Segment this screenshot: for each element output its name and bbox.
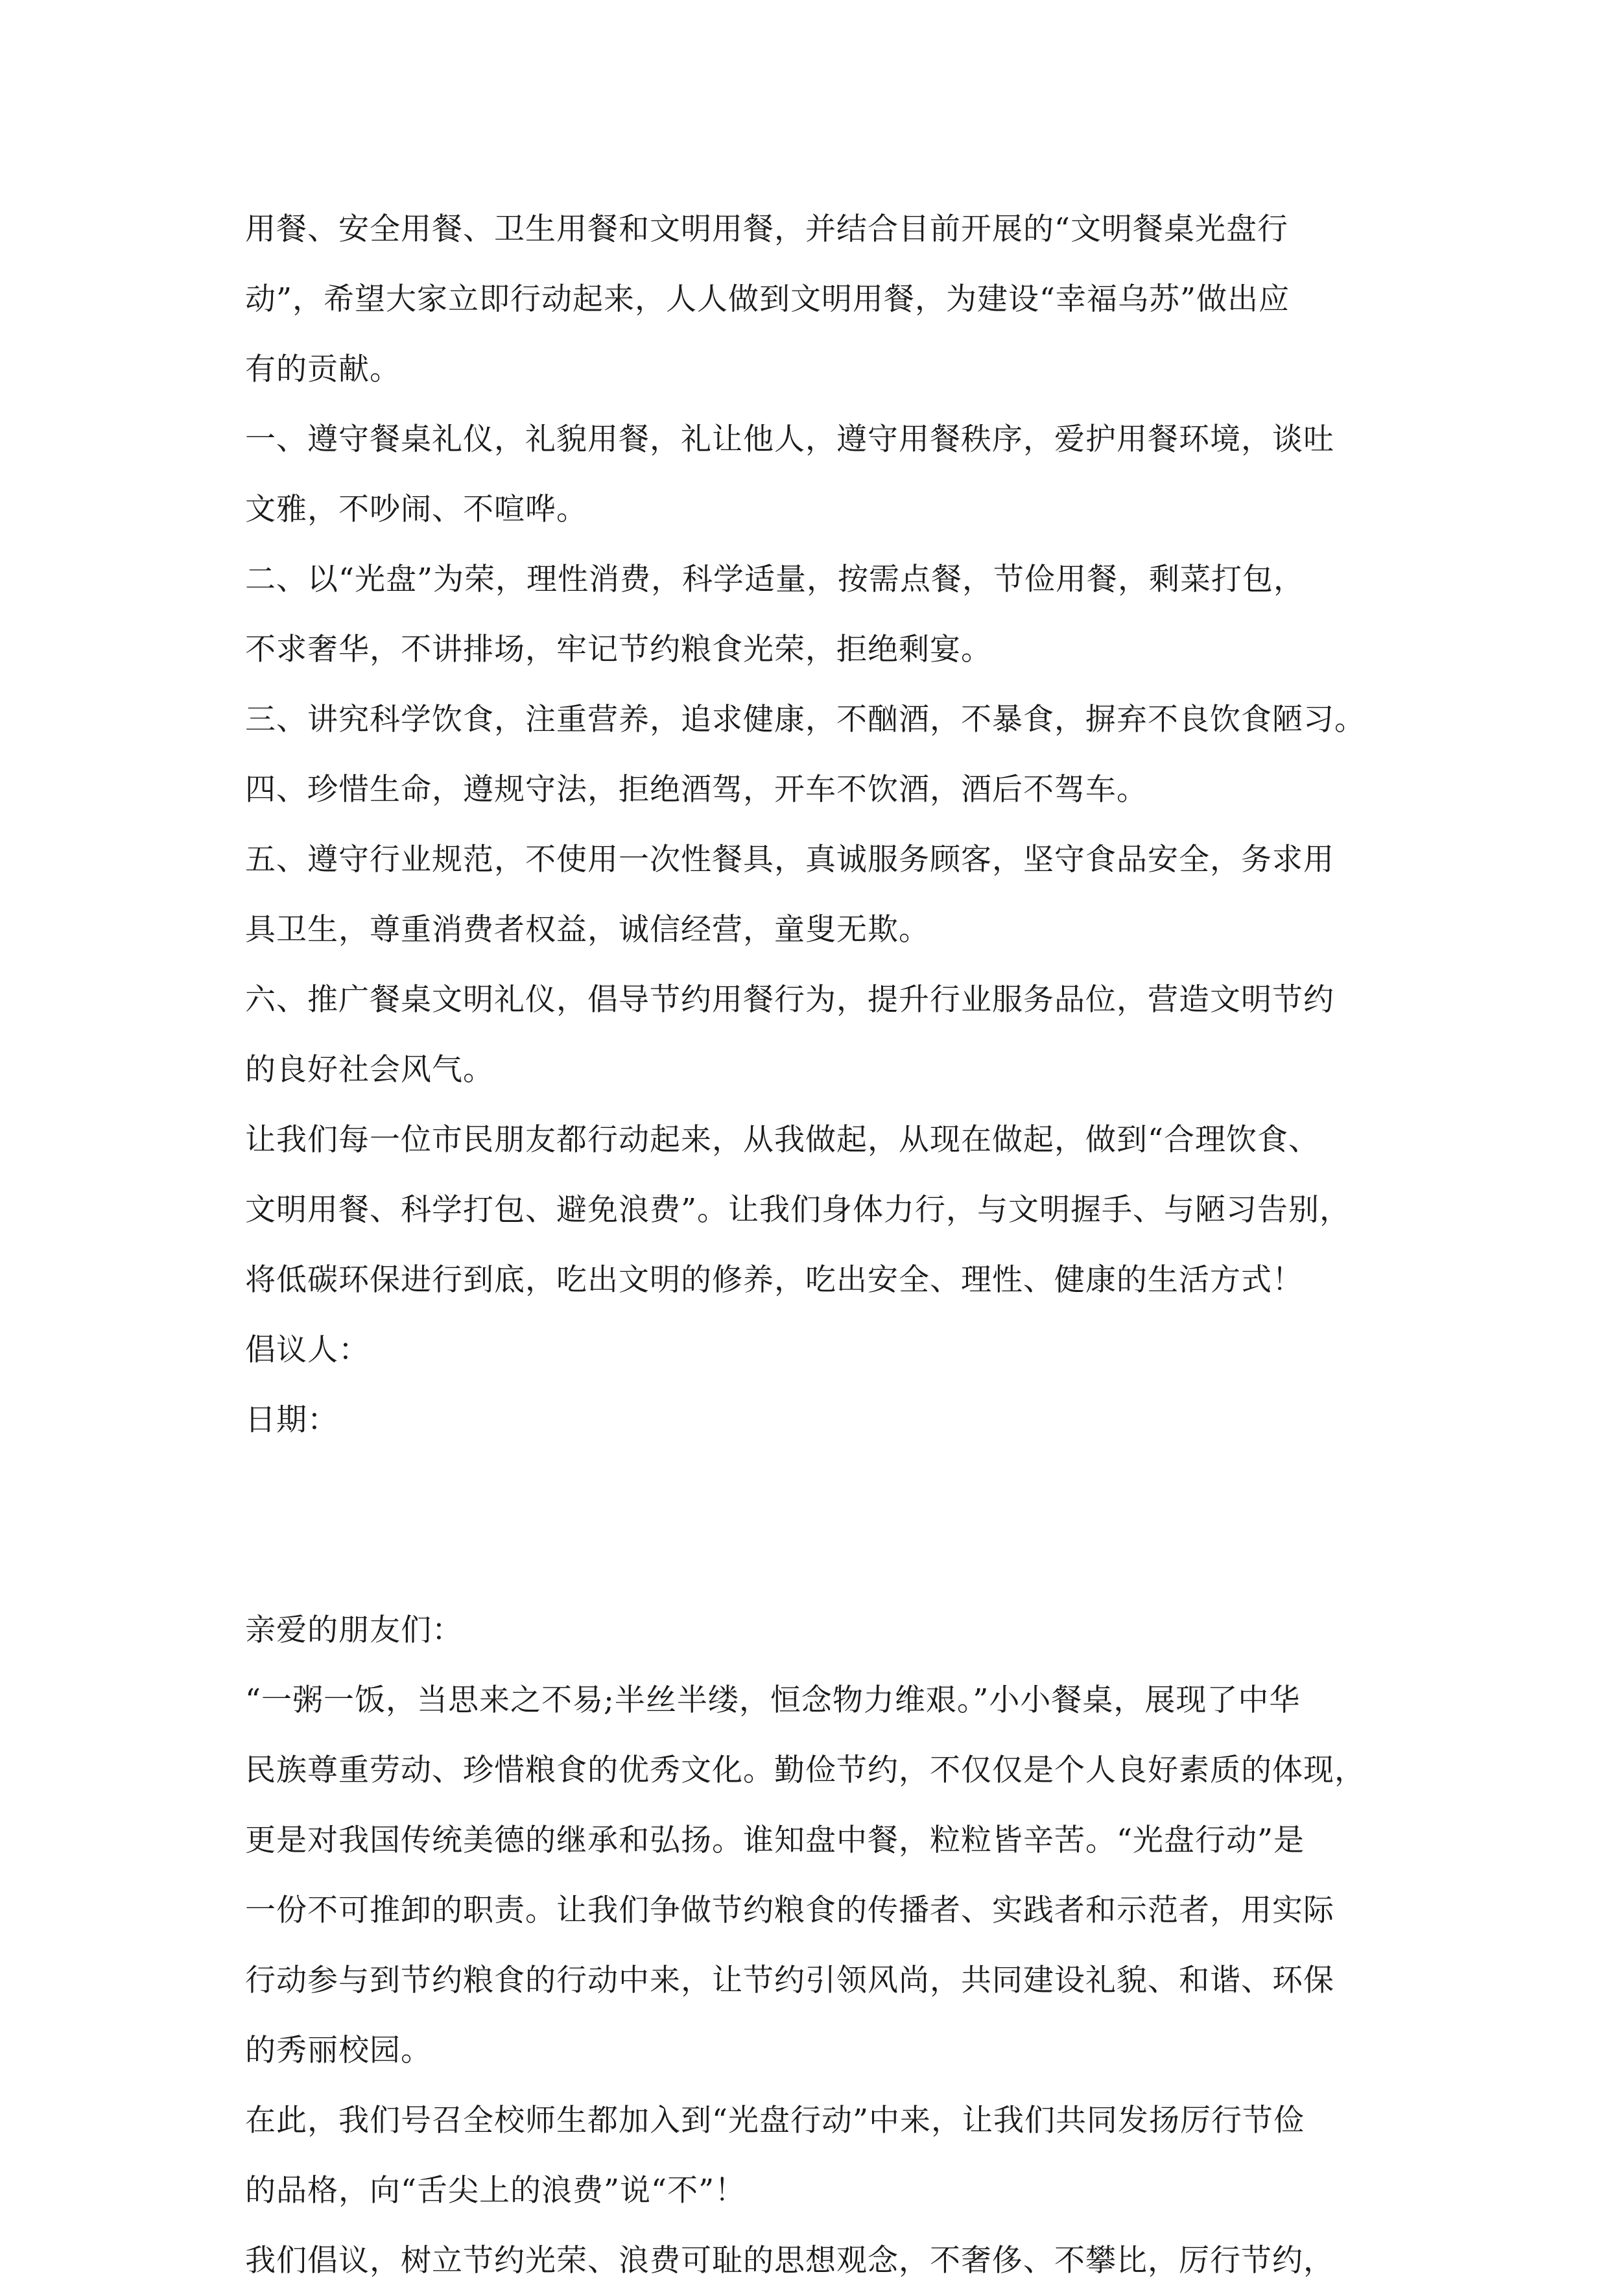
text-line: 我们倡议，树立节约光荣、浪费可耻的思想观念，不奢侈、不攀比，厉行节约，: [245, 2243, 1334, 2278]
text-line: 五、遵守行业规范，不使用一次性餐具，真诚服务顾客，坚守食品安全，务求用: [245, 842, 1334, 878]
text-line: 一、遵守餐桌礼仪，礼貌用餐，礼让他人，遵守用餐秩序，爱护用餐环境，谈吐: [245, 422, 1334, 457]
text-line: 一份不可推卸的职责。让我们争做节约粮食的传播者、实践者和示范者，用实际: [245, 1893, 1334, 1928]
text-line: 的品格，向“舌尖上的浪费”说“不”！: [245, 2173, 746, 2208]
text-line: 动”，希望大家立即行动起来，人人做到文明用餐，为建设“幸福乌苏”做出应: [245, 281, 1290, 317]
signatory-label: 倡议人：: [245, 1332, 370, 1368]
text-line: 的良好社会风气。: [245, 1052, 494, 1088]
text-line: 让我们每一位市民朋友都行动起来，从我做起，从现在做起，做到“合理饮食、: [245, 1122, 1320, 1158]
text-line: 六、推广餐桌文明礼仪，倡导节约用餐行为，提升行业服务品位，营造文明节约: [245, 982, 1334, 1018]
text-line: 将低碳环保进行到底，吃出文明的修养，吃出安全、理性、健康的生活方式！: [245, 1262, 1303, 1298]
text-line: 二、以“光盘”为荣，理性消费，科学适量，按需点餐，节俭用餐，剩菜打包，: [245, 562, 1305, 597]
date-label: 日期：: [245, 1402, 338, 1438]
text-line: 不求奢华，不讲排场，牢记节约粮食光荣，拒绝剩宴。: [245, 632, 992, 667]
text-line: “一粥一饭，当思来之不易;半丝半缕，恒念物力维艰。”小小餐桌，展现了中华: [245, 1682, 1301, 1718]
text-line: 更是对我国传统美德的继承和弘扬。谁知盘中餐，粒粒皆辛苦。“光盘行动”是: [245, 1823, 1305, 1858]
text-line: 文雅，不吵闹、不喧哗。: [245, 492, 587, 527]
text-line: 文明用餐、科学打包、避免浪费”。让我们身体力行，与文明握手、与陋习告别，: [245, 1192, 1351, 1228]
text-line: 具卫生，尊重消费者权益，诚信经营，童叟无欺。: [245, 912, 930, 948]
text-line: 四、珍惜生命，遵规守法，拒绝酒驾，开车不饮酒，酒后不驾车。: [245, 772, 1148, 807]
text-line: 三、讲究科学饮食，注重营养，追求健康，不酗酒，不暴食，摒弃不良饮食陋习。: [245, 702, 1366, 737]
greeting: 亲爱的朋友们：: [245, 1612, 463, 1648]
text-line: 用餐、安全用餐、卫生用餐和文明用餐，并结合目前开展的“文明餐桌光盘行: [245, 211, 1289, 247]
text-line: 的秀丽校园。: [245, 2033, 432, 2068]
section-gap: [245, 1455, 1386, 1596]
text-line: 在此，我们号召全校师生都加入到“光盘行动”中来，让我们共同发扬厉行节俭: [245, 2103, 1305, 2138]
document-body: [245, 195, 1386, 2296]
text-line: 行动参与到节约粮食的行动中来，让节约引领风尚，共同建设礼貌、和谐、环保: [245, 1963, 1334, 1998]
text-line: 民族尊重劳动、珍惜粮食的优秀文化。勤俭节约，不仅仅是个人良好素质的体现，: [245, 1752, 1366, 1788]
text-line: 有的贡献。: [245, 352, 401, 387]
